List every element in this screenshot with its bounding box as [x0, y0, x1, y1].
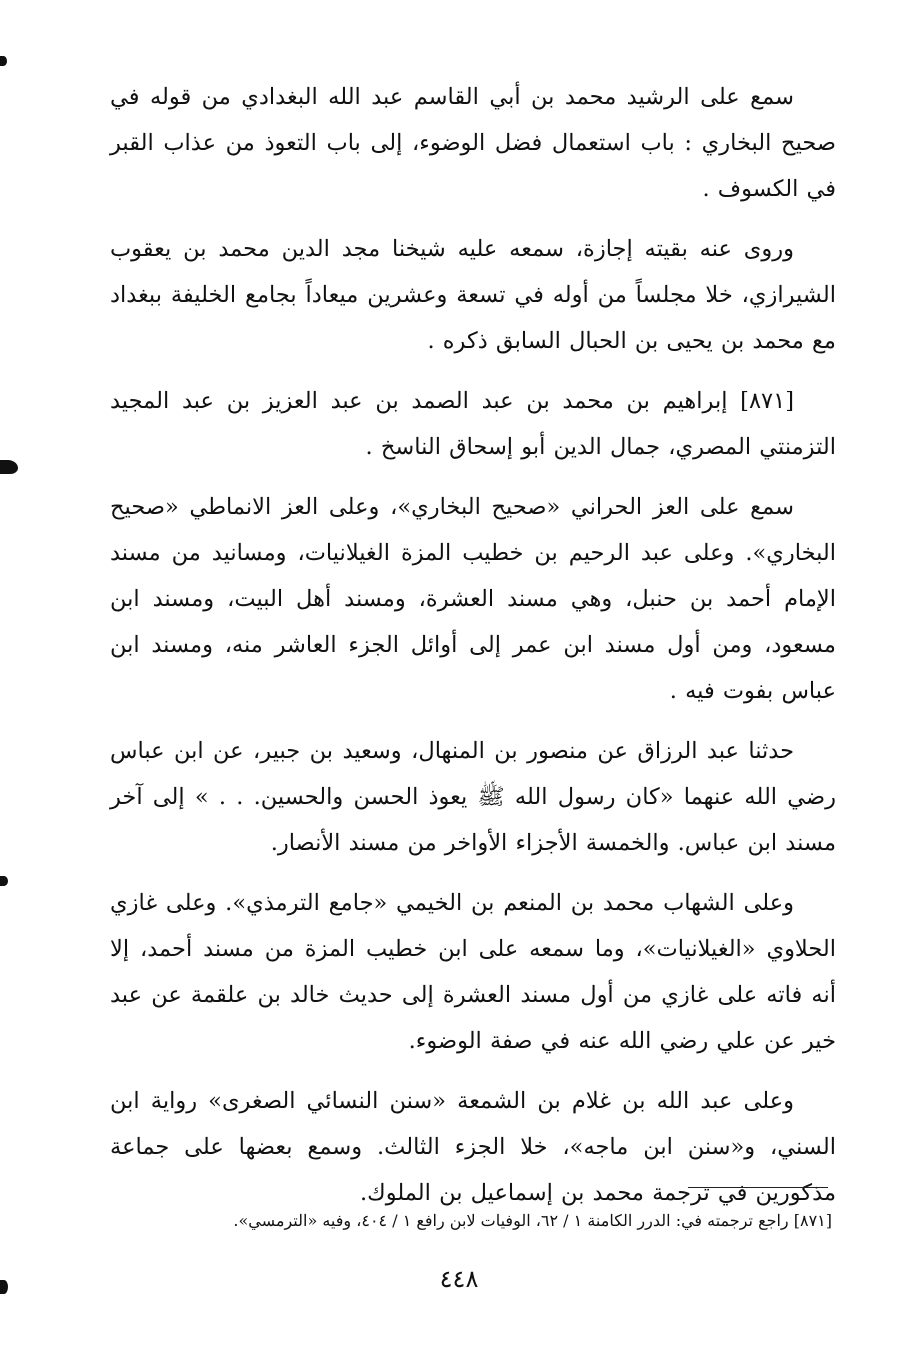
- paragraph-shihab: وعلى الشهاب محمد بن المنعم بن الخيمي «جامع الترمذي». وعلى غازي الحلاوي «الغيلانيات»، وما سمعه على ابن خطيب المزة من مسند أحمد، إلا أنه فاته على غازي من أول مسند العشرة إلى حديث خالد بن علقمة عن عبد خير عن علي رضي الله عنه في صفة الوضوء.: [110, 890, 836, 1054]
- paragraph-sama: سمع على العز الحراني «صحيح البخاري»، وعلى العز الانماطي «صحيح البخاري». وعلى عبد الرحيم بن خطيب المزة الغيلانيات، ومسانيد من مسند الإمام أحمد بن حنبل، وهي مسند العشرة، ومسند أهل البيت، ومسند ابن مسعود، ومن أول مسند ابن عمر إلى أوائل الجزء العاشر منه، ومسند ابن عباس بفوت فيه .: [110, 494, 836, 704]
- paragraph-hadith: حدثنا عبد الرزاق عن منصور بن المنهال، وسعيد بن جبير، عن ابن عباس رضي الله عنهما «كان رسول الله ﷺ يعوذ الحسن والحسين. . . » إلى آخر مسند ابن عباس. والخمسة الأجزاء الأواخر من مسند الأنصار.: [110, 738, 836, 856]
- page-number: ٤٤٨: [439, 1265, 479, 1293]
- paragraph-ijaza: وروى عنه بقيته إجازة، سمعه عليه شيخنا مجد الدين محمد بن يعقوب الشيرازي، خلا مجلساً من أوله في تسعة وعشرين ميعاداً بجامع الخليفة ببغداد مع محمد بن يحيى بن الحبال السابق ذكره .: [110, 236, 836, 354]
- paragraph-shama: وعلى عبد الله بن غلام بن الشمعة «سنن النسائي الصغرى» رواية ابن السني، و«سنن ابن ماجه»، خلا الجزء الثالث. وسمع بعضها على جماعة مذكورين في ترجمة محمد بن إسماعيل بن الملوك.: [110, 1088, 836, 1206]
- footnote: [٨٧١] راجع ترجمته في: الدرر الكامنة ١ / ٦٢، الوفيات لابن رافع ١ / ٤٠٤، وفيه «الترمسي».: [233, 1211, 832, 1230]
- scan-edge-mark: [0, 876, 8, 886]
- scan-edge-mark: [0, 460, 18, 474]
- entry-871-heading: [٨٧١] إبراهيم بن محمد بن عبد الصمد بن عبد العزيز بن عبد المجيد التزمنتي المصري، جمال الدين أبو إسحاق الناسخ .: [110, 388, 836, 460]
- paragraph-rashid: سمع على الرشيد محمد بن أبي القاسم عبد الله البغدادي من قوله في صحيح البخاري : باب استعمال فضل الوضوء، إلى باب التعوذ من عذاب القبر في الكسوف .: [110, 84, 836, 202]
- footnote-divider: [688, 1187, 828, 1188]
- scan-edge-mark: [0, 56, 7, 66]
- page-body: [110, 74, 836, 1230]
